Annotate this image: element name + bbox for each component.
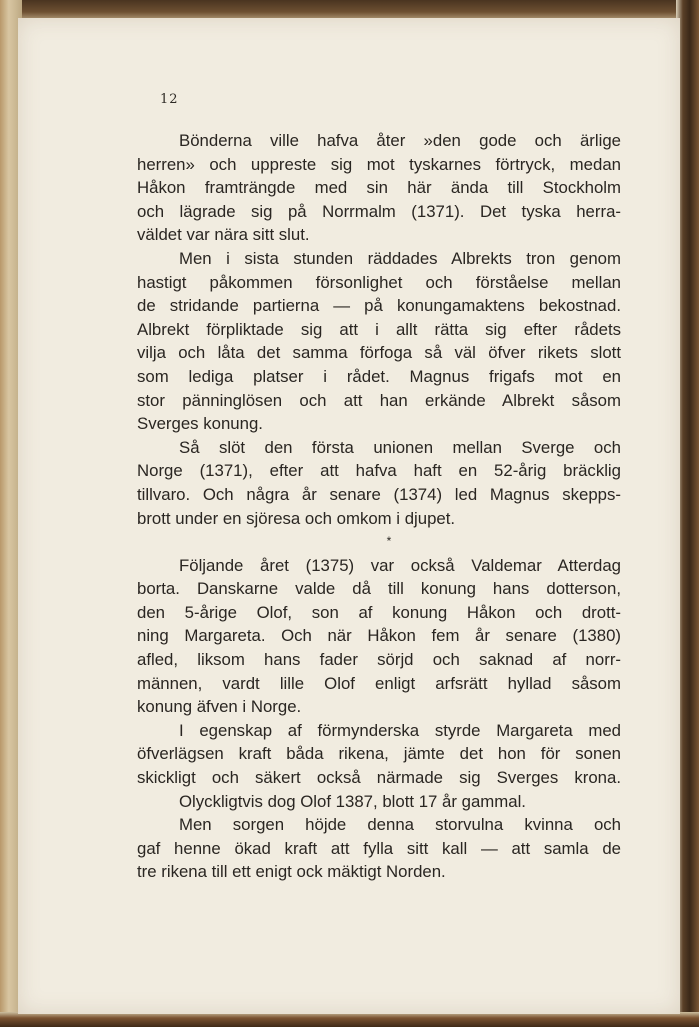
text-line: som lediga platser i rådet. Magnus frigafs mot en — [137, 366, 621, 386]
book-top-edge — [0, 0, 699, 20]
text-line: tillvaro. Och några år senare (1374) led Magnus skepps- — [137, 484, 621, 504]
book-bottom-edge — [0, 1012, 699, 1027]
text-line: väldet var nära sitt slut. — [137, 225, 310, 245]
text-line: konung äfven i Norge. — [137, 697, 302, 717]
text-line: Olyckligtvis dog Olof 1387, blott 17 år gammal. — [179, 791, 526, 811]
text-line: männen, vardt lille Olof enligt arfsrätt hyllad såsom — [137, 673, 621, 693]
text-line: I egenskap af förmynderska styrde Margareta med — [179, 720, 621, 740]
text-line: borta. Danskarne valde då till konung hans dotterson, — [137, 579, 621, 599]
text-line: Följande året (1375) var också Valdemar Atterdag — [179, 555, 621, 575]
text-line: afled, liksom hans fader sörjd och saknad af norr- — [137, 650, 621, 670]
text-line: Sverges konung. — [137, 414, 263, 434]
text-line: och lägrade sig på Norrmalm (1371). Det tyska herra- — [137, 201, 621, 221]
text-line: Så slöt den första unionen mellan Sverge och — [179, 437, 621, 457]
text-line: vilja och låta det samma förfoga så väl öfver rikets slott — [137, 343, 621, 363]
text-line: Men sorgen höjde denna storvulna kvinna och — [179, 815, 621, 835]
text-line: brott under en sjöresa och omkom i djupet. — [137, 508, 456, 528]
text-line: Men i sista stunden räddades Albrekts tron genom — [179, 248, 621, 268]
text-line: tre rikena till ett enigt ock mäktigt Norden. — [137, 862, 446, 882]
page-number: 12 — [160, 92, 179, 107]
text-line: gaf henne ökad kraft att fylla sitt kall — att samla de — [137, 838, 621, 858]
section-separator: * — [386, 534, 392, 549]
text-line: ning Margareta. Och när Håkon fem år senare (1380) — [137, 626, 621, 646]
body-text — [137, 129, 621, 884]
text-line: herren» och uppreste sig mot tyskarnes förtryck, medan — [137, 154, 621, 174]
text-line: skickligt och säkert också närmade sig Sverges krona. — [137, 768, 621, 788]
text-line: öfverlägsen kraft båda rikena, jämte det hon för sonen — [137, 744, 621, 764]
text-line: de stridande partierna — på konungamaktens bekostnad. — [137, 296, 621, 316]
text-line: Norge (1371), efter att hafva haft en 52-årig bräcklig — [137, 461, 621, 481]
text-line: Albrekt förpliktade sig att i allt rätta sig efter rådets — [137, 319, 621, 339]
text-line: Bönderna ville hafva åter »den gode och ärlige — [179, 131, 621, 150]
text-line: hastigt påkommen försonlighet och förståelse mellan — [137, 272, 621, 292]
text-line: stor pänninglösen och att han erkände Albrekt såsom — [137, 390, 621, 410]
text-line: Håkon framträngde med sin här ända till Stockholm — [137, 178, 621, 198]
text-line: den 5-årige Olof, son af konung Håkon och drott- — [137, 602, 621, 622]
